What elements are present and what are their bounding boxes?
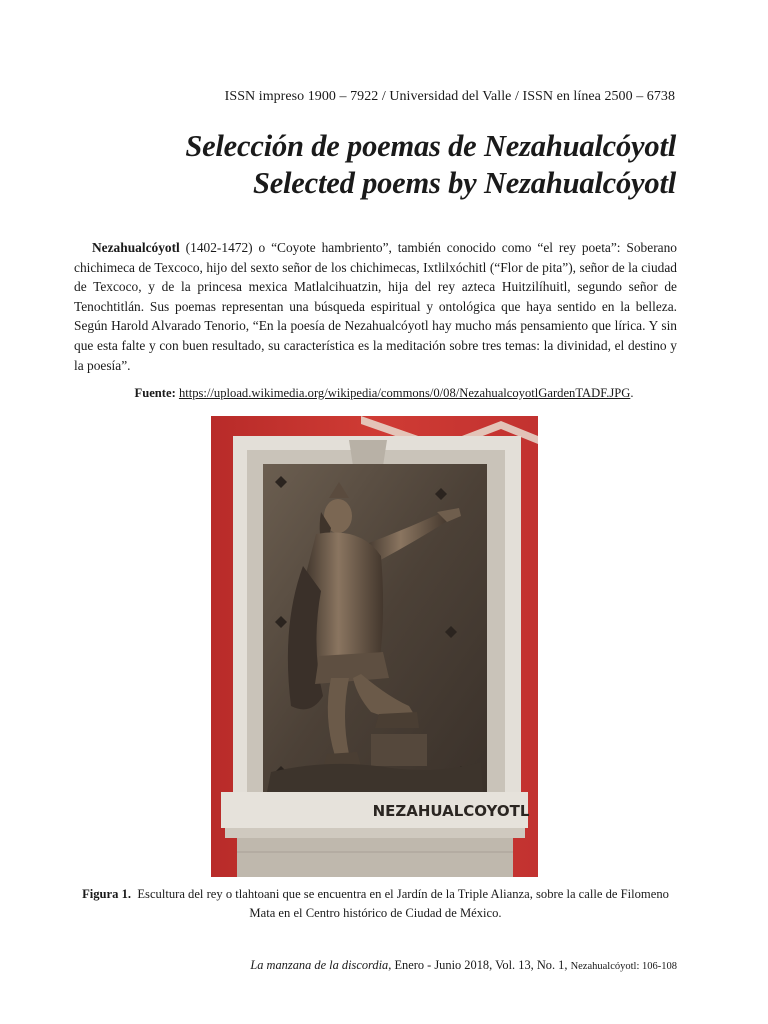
source-link[interactable]: https://upload.wikimedia.org/wikipedia/commons/0/08/NezahualcoyotlGardenTADF.JPG	[178, 386, 631, 400]
figure-caption-text: Escultura del rey o tlahtoani que se encuentra en el Jardín de la Triple Alianza, sobre la calle de Filomeno Mata en el Centro histórico de Ciudad de México.	[137, 887, 669, 920]
statue-photo	[211, 416, 538, 877]
journal-name: La manzana de la discordia,	[250, 958, 392, 972]
figure-label: Figura 1.	[82, 887, 132, 901]
intro-paragraph	[74, 238, 677, 375]
issn-header: ISSN impreso 1900 – 7922 / Universidad del Valle / ISSN en línea 2500 – 6738	[224, 89, 675, 104]
article-title	[0, 128, 676, 202]
plaque-text: NEZAHUALCOYOTL	[372, 802, 530, 820]
figure-caption	[74, 885, 677, 922]
title-english: Selected poems by Nezahualcóyotl	[252, 166, 676, 200]
source-suffix: .	[630, 386, 634, 400]
issue-info: Enero - Junio 2018, Vol. 13, No. 1,	[391, 958, 571, 972]
image-source	[0, 386, 768, 401]
page-footer	[0, 958, 677, 973]
author-name: Nezahualcóyotl	[92, 240, 180, 255]
intro-text: (1402-1472) o “Coyote hambriento”, también conocido como “el rey poeta”: Soberano chichimeca de Texcoco, hijo del sexto señor de los chichimecas, Ixtlilxóchitl (“Flor de pita”), señor de la ciudad de Texcoco, y de la princesa mexica Matlalcihuatzin, hija del rey azteca Huitzilíhuitl, segundo señor de Tenochtitlán. Sus poemas representan una búsqueda espiritual y ontológica que haya sentido en la belleza. Según Harold Alvarado Tenorio, “En la poesía de Nezahualcóyotl hay mucho más pensamiento que lírica. Y sin que esta falte y con buen resultado, su característica es la meditación sobre tres temas: la divinidad, el destino y la poesía”.	[74, 240, 677, 373]
section-pages: Nezahualcóyotl: 106-108	[570, 961, 677, 972]
title-spanish: Selección de poemas de Nezahualcóyotl	[185, 129, 676, 163]
source-label: Fuente:	[134, 386, 176, 400]
statue-photo-drawing	[211, 416, 538, 877]
